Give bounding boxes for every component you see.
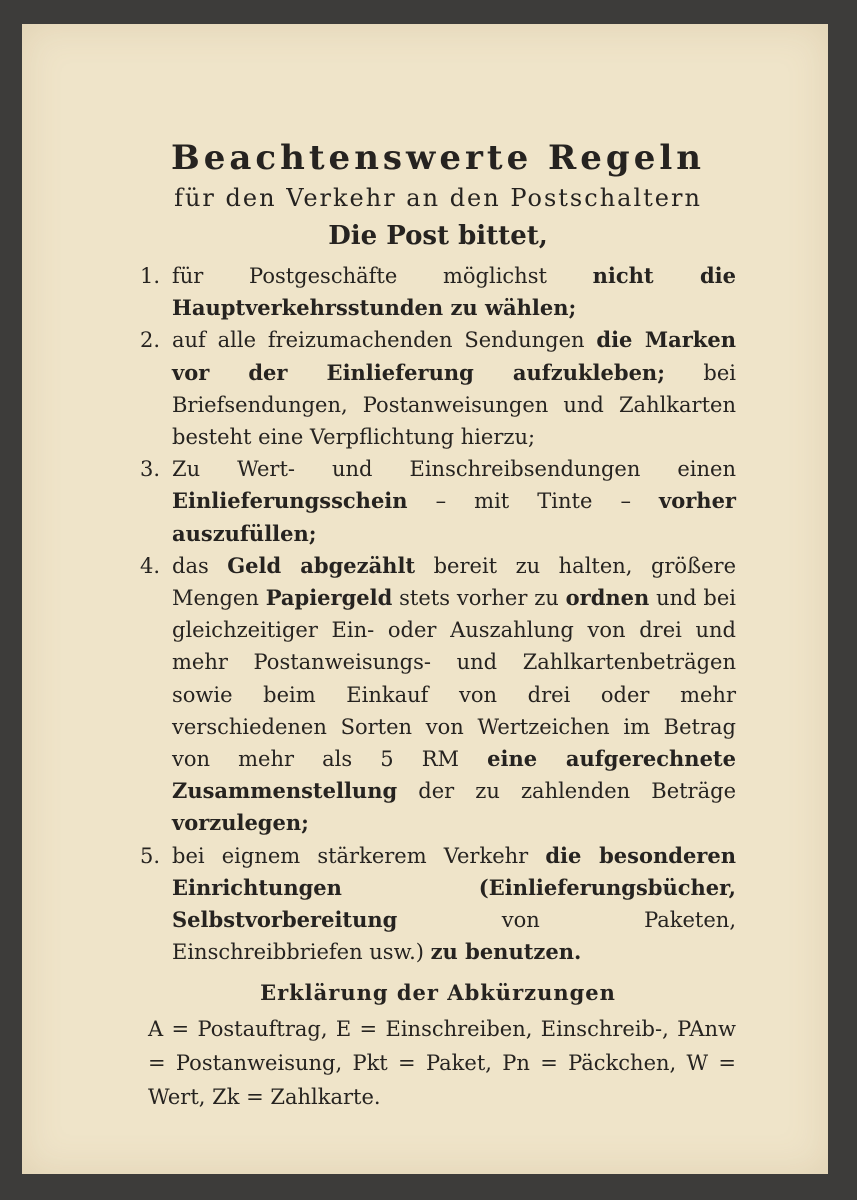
lead-line: Die Post bittet, [328,221,548,251]
abbreviations-text: A = Postauftrag, E = Einschreiben, Einschreib-, PAnw = Postanweisung, Pkt = Paket, Pn = Päckchen, W = Wert, Zk = Zahlkarte. [148,1017,736,1110]
rule-text-run: bei eignem stärkerem Verkehr [172,843,546,868]
notice-card [22,24,828,1174]
rule-text-run: und bei gleichzeitiger Ein- oder Auszahlung von drei und mehr Postanweisungs- und Zahlkartenbeträgen sowie beim Einkauf von drei oder mehr verschiedenen Sorten von Wertzeichen im Betrag von mehr als 5 RM [172,586,737,772]
rule-text [172,264,736,320]
rule-text-bold: zu benutzen. [430,939,582,965]
rule-text-run: – mit Tinte – [407,489,660,514]
rule-text-run: der zu zahlenden Beträge [397,779,736,804]
rule-text-bold: ordnen [565,585,650,611]
rule-text-run: das [172,553,228,578]
rule-text-bold: Geld abgezählt [227,552,416,578]
rule-text-bold: vorzulegen; [172,810,309,836]
notice-content [140,136,736,1114]
rule-text-bold: die besonderen Einrichtungen (Einlieferungsbücher, Selbstvorbereitung [172,842,737,933]
rule-item [140,840,736,969]
rule-text-run: Zu Wert- und Einschreibsendungen einen [172,457,736,482]
rule-number: 2. [140,328,161,353]
rule-text-run: bei Briefsendungen, Postanweisungen und Zahlkarten besteht eine Verpflichtung hierzu; [172,360,736,450]
rule-item [140,550,736,840]
page-subtitle: für den Verkehr an den Postschaltern [174,184,702,212]
rule-text-run: auf alle freizumachenden Sendungen [172,328,597,353]
rule-text [172,328,736,449]
rule-text [172,844,736,965]
rule-text-bold: Papiergeld [265,585,393,611]
rule-text-bold: Einlieferungsschein [172,488,408,514]
rule-number: 5. [140,843,161,868]
rule-text-bold: nicht die Hauptverkehrsstunden zu wählen; [172,263,736,321]
rule-text-run: stets vorher zu [392,586,566,611]
abbreviations-title: Erklärung der Abkürzungen [260,980,616,1006]
page-title: Beachtenswerte Regeln [171,138,705,178]
rule-text-run: von Paketen, Einschreibbriefen usw.) [172,908,736,965]
rule-number: 4. [140,553,161,578]
rule-text-run: für Postgeschäfte möglichst [172,264,593,288]
rule-item [140,260,736,324]
rule-text [172,554,736,836]
rule-text-bold: die Marken vor der Einlieferung aufzukleben; [172,327,736,385]
rule-number: 1. [140,264,161,288]
rule-text-run: bereit zu halten, größere Mengen [172,553,736,611]
rule-text-bold: eine aufgerechnete Zusammenstellung [172,746,736,804]
rule-text-bold: vorher auszufüllen; [172,488,736,546]
rule-item [140,324,736,453]
rule-item [140,453,736,550]
rule-number: 3. [140,457,161,482]
rules-list [140,260,736,968]
rule-text [172,457,736,545]
